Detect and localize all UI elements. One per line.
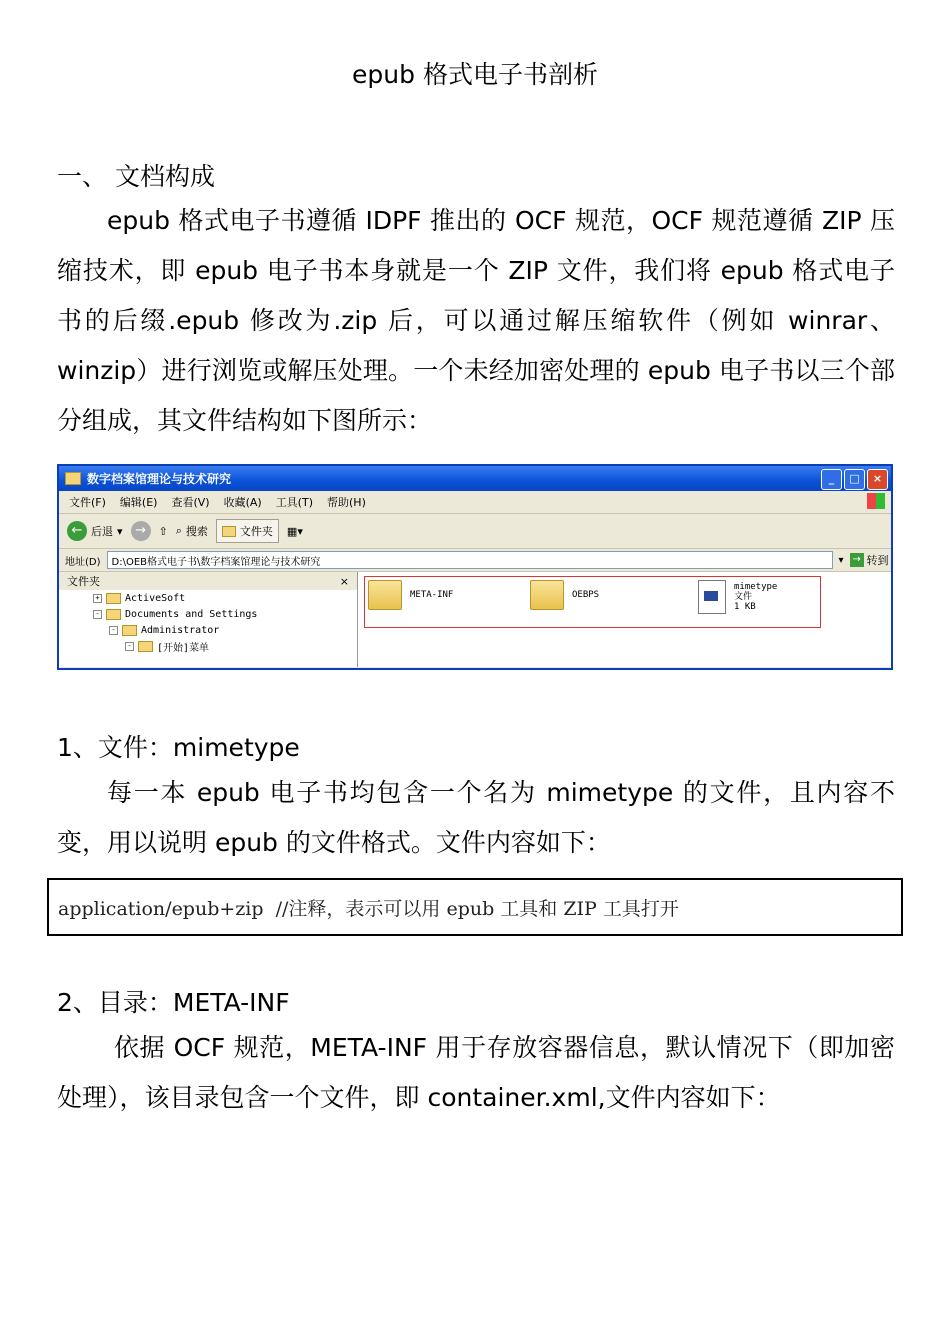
tree-item[interactable] (59, 622, 357, 638)
file-type: 文件 (734, 592, 753, 602)
search-icon: ⌕ (175, 524, 182, 537)
file-list-pane (358, 572, 891, 667)
views-icon[interactable]: ▦▾ (286, 524, 303, 538)
folder-icon (530, 580, 564, 610)
folder-icon (122, 625, 137, 636)
go-label: 转到 (866, 554, 889, 567)
tree-item[interactable] (59, 638, 357, 654)
menu-favorites[interactable]: 收藏(A) (223, 496, 262, 509)
back-label: 后退 (91, 525, 113, 538)
maximize-icon[interactable]: □ (844, 469, 865, 490)
tree-item-label: [开始]菜单 (157, 642, 210, 654)
minimize-icon[interactable]: _ (821, 469, 842, 490)
folder-tree-pane (59, 572, 358, 667)
expand-icon[interactable]: + (93, 594, 102, 603)
menu-tools[interactable]: 工具(T) (275, 496, 313, 509)
file-heading: 1、文件：mimetype (57, 733, 300, 762)
search-label: 搜索 (185, 525, 208, 538)
file-item-meta-inf[interactable] (368, 580, 453, 610)
address-label: 地址(D) (65, 556, 101, 568)
dir-paragraph (57, 1023, 895, 1123)
folder-icon (368, 580, 402, 610)
back-button[interactable]: ← 后退 ▾ (67, 521, 123, 541)
section1-text: epub 格式电子书遵循 IDPF 推出的 OCF 规范，OCF 规范遵循 ZIP 压缩技术，即 epub 电子书本身就是一个 ZIP 文件，我们将 epub 格式电子书的后缀.epub 修改为.zip 后，可以通过解压缩软件（例如 winrar、winzip）进行浏览或解压处理。一个未经加密处理的 epub 电子书以三个部分组成，其文件结构如下图所示： (57, 206, 895, 435)
dir-heading: 2、目录：META-INF (57, 988, 290, 1017)
folder-icon (222, 526, 236, 537)
file-paragraph (57, 768, 895, 868)
page-title: epub 格式电子书剖析 (352, 60, 598, 89)
file-name: OEBPS (572, 590, 600, 600)
code-line: application/epub+zip //注释，表示可以用 epub 工具和 ZIP 工具打开 (58, 897, 679, 920)
file-text: 每一本 epub 电子书均包含一个名为 mimetype 的文件，且内容不变，用以说明 epub 的文件格式。文件内容如下： (57, 778, 895, 857)
file-name: mimetype (734, 582, 778, 592)
explorer-menubar (59, 491, 891, 514)
back-arrow-icon: ← (67, 521, 87, 541)
go-arrow-icon: → (850, 553, 864, 567)
go-button[interactable] (850, 552, 889, 568)
tree-title: 文件夹 (67, 575, 100, 588)
dir-text: 依据 OCF 规范，META-INF 用于存放容器信息，默认情况下（即加密处理），该目录包含一个文件，即 container.xml,文件内容如下： (57, 1033, 895, 1112)
tree-item-label: Administrator (141, 624, 220, 636)
address-value: D:\OEB格式电子书\数字档案馆理论与技术研究 (111, 556, 321, 568)
folders-label: 文件夹 (239, 525, 273, 538)
up-folder-icon[interactable]: ⇧ (158, 524, 168, 538)
close-icon[interactable]: × (867, 469, 888, 490)
folder-icon (65, 472, 81, 485)
explorer-title: 数字档案馆理论与技术研究 (87, 472, 232, 486)
menu-edit[interactable]: 编辑(E) (119, 496, 158, 509)
menu-view[interactable]: 查看(V) (171, 496, 210, 509)
tree-close-button[interactable]: × (339, 574, 349, 588)
collapse-icon[interactable]: - (125, 642, 134, 651)
tree-item-label: ActiveSoft (125, 592, 186, 604)
tree-item-label: Documents and Settings (125, 608, 258, 620)
folder-icon (106, 593, 121, 604)
address-input[interactable] (107, 551, 833, 569)
address-dropdown-icon[interactable]: ▾ (838, 554, 844, 566)
collapse-icon[interactable]: - (109, 626, 118, 635)
menu-file[interactable]: 文件(F) (69, 496, 106, 509)
code-box (47, 878, 903, 936)
windows-logo-icon (867, 493, 885, 509)
folders-button[interactable] (216, 519, 279, 543)
file-item-oebps[interactable] (530, 580, 599, 610)
tree-item[interactable] (59, 590, 357, 606)
tree-item[interactable] (59, 606, 357, 622)
folder-icon (138, 641, 153, 652)
file-size: 1 KB (734, 602, 756, 612)
explorer-window-screenshot (57, 464, 893, 670)
section1-heading: 一、 文档构成 (57, 162, 215, 191)
section1-paragraph (57, 196, 895, 446)
address-bar (59, 549, 891, 572)
search-button[interactable] (176, 523, 208, 539)
forward-button[interactable]: → (131, 521, 151, 541)
folder-icon (106, 609, 121, 620)
menu-help[interactable]: 帮助(H) (327, 496, 366, 509)
file-icon (698, 580, 726, 614)
file-name: META-INF (410, 590, 454, 600)
file-item-mimetype[interactable] (698, 580, 777, 614)
explorer-toolbar (59, 514, 891, 549)
collapse-icon[interactable]: - (93, 610, 102, 619)
explorer-titlebar (59, 466, 891, 491)
